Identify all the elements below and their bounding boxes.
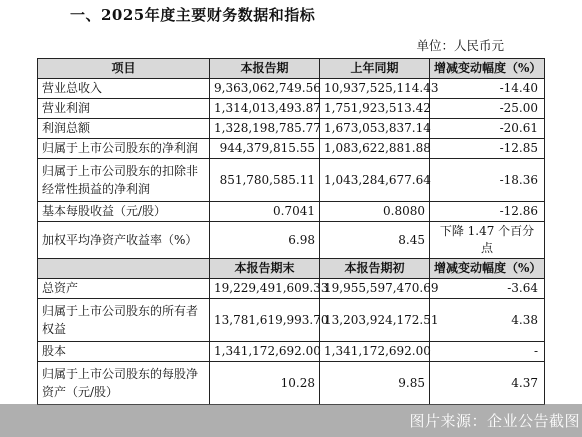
table-header-row (38, 59, 545, 79)
previous-value: 9.85 (320, 362, 430, 405)
row-label (38, 362, 210, 405)
current-value: 6.98 (210, 222, 320, 259)
current-value: 19,229,491,609.33 (210, 279, 320, 299)
previous-value: 10,937,525,114.43 (320, 79, 430, 99)
change-value: -12.86 (430, 202, 545, 222)
row-label: 加权平均净资产收益率（%） (38, 222, 210, 259)
row-label: 营业利润 (38, 99, 210, 119)
header-change-pct: 增减变动幅度（%） (430, 259, 545, 279)
change-value: -18.36 (430, 159, 545, 202)
table-row (38, 159, 545, 202)
change-value: 4.38 (430, 299, 545, 342)
row-label-line: 权益 (42, 322, 67, 336)
current-value: 0.7041 (210, 202, 320, 222)
row-label: 基本每股收益（元/股） (38, 202, 210, 222)
change-value: -25.00 (430, 99, 545, 119)
change-value: -20.61 (430, 119, 545, 139)
row-label-line: 资产（元/股） (42, 385, 119, 399)
table-row (38, 299, 545, 342)
previous-value: 1,673,053,837.14 (320, 119, 430, 139)
table-row (38, 139, 545, 159)
table-row (38, 202, 545, 222)
section-title: 一、2025年度主要财务数据和指标 (70, 6, 316, 24)
table-row (38, 362, 545, 405)
header-change-pct: 增减变动幅度（%） (430, 59, 545, 79)
change-value: 4.37 (430, 362, 545, 405)
current-value: 851,780,585.11 (210, 159, 320, 202)
change-value: -12.85 (430, 139, 545, 159)
previous-value: 1,341,172,692.00 (320, 342, 430, 362)
header-blank (38, 259, 210, 279)
row-label-line: 经常性损益的净利润 (42, 182, 151, 196)
table-row (38, 342, 545, 362)
table-row (38, 119, 545, 139)
row-label-line: 归属于上市公司股东的所有者 (42, 304, 199, 318)
current-value: 9,363,062,749.56 (210, 79, 320, 99)
table-row (38, 279, 545, 299)
table-row (38, 79, 545, 99)
previous-value: 1,083,622,881.88 (320, 139, 430, 159)
table-row (38, 99, 545, 119)
previous-value: 1,751,923,513.42 (320, 99, 430, 119)
previous-value: 0.8080 (320, 202, 430, 222)
row-label-line: 归属于上市公司股东的每股净 (42, 367, 199, 381)
current-value: 1,314,013,493.87 (210, 99, 320, 119)
header-period-start: 本报告期初 (320, 259, 430, 279)
financial-data-table (37, 58, 545, 405)
row-label (38, 159, 210, 202)
table-row (38, 222, 545, 259)
row-label: 股本 (38, 342, 210, 362)
currency-unit: 单位：人民币元 (416, 38, 504, 53)
change-value: -3.64 (430, 279, 545, 299)
watermark-text: 图片来源：企业公告截图 (409, 412, 580, 430)
header-prior-period: 上年同期 (320, 59, 430, 79)
previous-value: 19,955,597,470.69 (320, 279, 430, 299)
row-label-line: 归属于上市公司股东的扣除非 (42, 164, 199, 178)
current-value: 10.28 (210, 362, 320, 405)
row-label: 归属于上市公司股东的净利润 (38, 139, 210, 159)
current-value: 1,328,198,785.77 (210, 119, 320, 139)
change-value: -14.40 (430, 79, 545, 99)
current-value: 1,341,172,692.00 (210, 342, 320, 362)
previous-value: 13,203,924,172.51 (320, 299, 430, 342)
current-value: 13,781,619,993.70 (210, 299, 320, 342)
header-current-period: 本报告期 (210, 59, 320, 79)
previous-value: 1,043,284,677.64 (320, 159, 430, 202)
previous-value: 8.45 (320, 222, 430, 259)
row-label: 利润总额 (38, 119, 210, 139)
row-label: 营业总收入 (38, 79, 210, 99)
header-period-end: 本报告期末 (210, 259, 320, 279)
row-label (38, 299, 210, 342)
header-item: 项目 (38, 59, 210, 79)
change-value: 下降 1.47 个百分点 (430, 222, 545, 259)
change-value: - (430, 342, 545, 362)
table-subheader-row (38, 259, 545, 279)
current-value: 944,379,815.55 (210, 139, 320, 159)
row-label: 总资产 (38, 279, 210, 299)
